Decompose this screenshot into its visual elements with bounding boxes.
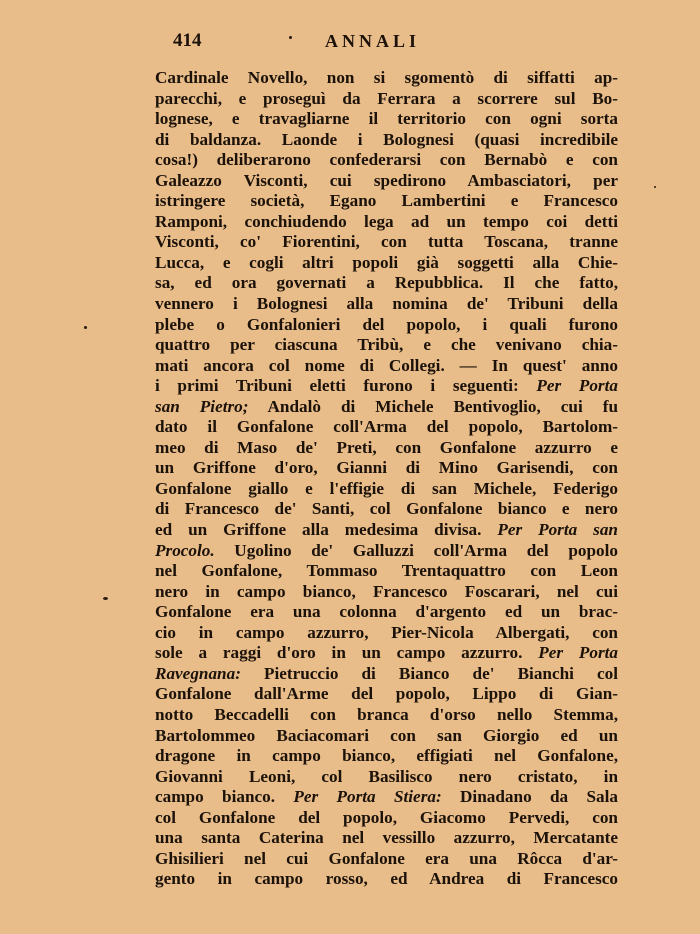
- line-text: plebe o Gonfalonieri del popolo, i quali furono: [155, 314, 618, 334]
- line-text: Pietruccio di Bianco de' Bianchi col: [240, 663, 618, 683]
- text-line: [155, 479, 618, 500]
- line-text: quattro per ciascuna Tribù, e che venivano chia-: [155, 335, 618, 355]
- text-line: [155, 623, 618, 644]
- line-text: cosa!) deliberarono confederarsi con Bernabò e con: [155, 150, 618, 170]
- line-text: Cardinale Novello, non si sgomentò di siffatti ap-: [155, 68, 618, 87]
- text-line: [155, 130, 618, 151]
- text-line: [155, 212, 618, 233]
- line-text: una santa Caterina nel vessillo azzurro, Mercatante: [155, 828, 618, 848]
- line-text: nel Gonfalone, Tommaso Trentaquattro con Leon: [155, 561, 618, 581]
- italic-text: san Pietro;: [155, 396, 249, 416]
- line-text: Ramponi, conchiudendo lega ad un tempo coi detti: [155, 211, 618, 231]
- text-line: [155, 253, 618, 274]
- text-line: [155, 273, 618, 294]
- text-line: [155, 356, 618, 377]
- italic-text: Per Porta: [538, 643, 618, 663]
- print-speck: [84, 326, 87, 329]
- line-text: Andalò di Michele Bentivoglio, cui fu: [248, 396, 618, 416]
- line-text: ed un Griffone alla medesima divisa.: [155, 520, 498, 540]
- line-text: mati ancora col nome di Collegi. — In quest' anno: [155, 355, 618, 375]
- text-line: [155, 849, 618, 870]
- text-line: [155, 726, 618, 747]
- text-line: [155, 438, 618, 459]
- text-line: [155, 417, 618, 438]
- text-line: [155, 643, 618, 664]
- line-text: cio in campo azzurro, Pier-Nicola Albergati, con: [155, 622, 618, 642]
- text-line: [155, 582, 618, 603]
- line-text: Gonfalone giallo e l'effigie di san Michele, Federigo: [155, 478, 618, 498]
- text-line: [155, 684, 618, 705]
- text-line: [155, 458, 618, 479]
- line-text: Ghisilieri nel cui Gonfalone era una Rôcca d'ar-: [155, 848, 618, 868]
- line-text: di Francesco de' Santi, col Gonfalone bianco e nero: [155, 499, 618, 519]
- italic-text: Per Porta Stiera:: [293, 787, 442, 807]
- text-line: [155, 869, 618, 890]
- line-text: Gonfalone dall'Arme del popolo, Lippo di Gian-: [155, 684, 618, 704]
- line-text: Lucca, e cogli altri popoli già soggetti alla Chie-: [155, 252, 618, 272]
- line-text: meo di Maso de' Preti, con Gonfalone azzurro e: [155, 437, 618, 457]
- print-speck: [289, 36, 292, 39]
- line-text: parecchi, e proseguì da Ferrara a scorrere sul Bo-: [155, 88, 618, 108]
- text-line: [155, 602, 618, 623]
- line-text: di baldanza. Laonde i Bolognesi (quasi incredibile: [155, 129, 618, 149]
- line-text: Dinadano da Sala: [441, 787, 618, 807]
- line-text: sole a raggi d'oro in un campo azzurro.: [155, 643, 539, 663]
- text-line: [155, 397, 618, 418]
- page-number: 414: [173, 30, 202, 51]
- line-text: notto Beccadelli con branca d'orso nello Stemma,: [155, 704, 618, 724]
- line-text: campo bianco.: [155, 787, 294, 807]
- text-line: [155, 232, 618, 253]
- text-line: [155, 746, 618, 767]
- text-line: [155, 191, 618, 212]
- text-line: [155, 787, 618, 808]
- text-line: [155, 150, 618, 171]
- text-line: [155, 335, 618, 356]
- text-line: [155, 541, 618, 562]
- italic-text: Procolo.: [155, 540, 215, 560]
- text-line: [155, 294, 618, 315]
- italic-text: Per Porta: [536, 376, 618, 396]
- running-title: ANNALI: [325, 31, 421, 51]
- text-line: [155, 828, 618, 849]
- line-text: sa, ed ora governati a Repubblica. Il che fatto,: [155, 273, 618, 293]
- line-text: Galeazzo Visconti, cui spedirono Ambasciatori, per: [155, 170, 618, 190]
- line-text: Giovanni Leoni, col Basilisco nero cristato, in: [155, 766, 618, 786]
- line-text: nero in campo bianco, Francesco Foscarari, nel cui: [155, 581, 618, 601]
- text-line: [155, 520, 618, 541]
- line-text: lognese, e travagliarne il territorio con ogni sorta: [155, 109, 618, 129]
- line-text: vennero i Bolognesi alla nomina de' Tribuni della: [155, 294, 618, 314]
- line-text: gento in campo rosso, ed Andrea di Francesco: [155, 869, 618, 889]
- line-text: Ugolino de' Galluzzi coll'Arma del popolo: [214, 540, 618, 560]
- text-line: [155, 808, 618, 829]
- text-line: [155, 767, 618, 788]
- text-line: [155, 499, 618, 520]
- line-text: dato il Gonfalone coll'Arma del popolo, Bartolom-: [155, 417, 618, 437]
- text-line: [155, 89, 618, 110]
- line-text: Bartolommeo Baciacomari con san Giorgio ed un: [155, 725, 618, 745]
- line-text: col Gonfalone del popolo, Giacomo Pervedi, con: [155, 807, 618, 827]
- print-speck: [103, 597, 108, 600]
- text-line: [155, 109, 618, 130]
- text-line: [155, 561, 618, 582]
- text-line: [155, 171, 618, 192]
- text-line: [155, 664, 618, 685]
- body-text: [155, 68, 618, 890]
- line-text: dragone in campo bianco, effigiati nel Gonfalone,: [155, 746, 618, 766]
- line-text: Gonfalone era una colonna d'argento ed un brac-: [155, 602, 618, 622]
- text-line: [155, 315, 618, 336]
- line-text: i primi Tribuni eletti furono i seguenti:: [155, 376, 537, 396]
- print-speck: [654, 186, 656, 188]
- text-line: [155, 705, 618, 726]
- page-header: [155, 30, 620, 56]
- line-text: istringere società, Egano Lambertini e Francesco: [155, 191, 618, 211]
- text-line: [155, 68, 618, 89]
- line-text: un Griffone d'oro, Gianni di Mino Garisendi, con: [155, 458, 618, 478]
- italic-text: Per Porta san: [497, 520, 618, 540]
- italic-text: Ravegnana:: [155, 663, 241, 683]
- line-text: Visconti, co' Fiorentini, con tutta Toscana, tranne: [155, 232, 618, 252]
- text-line: [155, 376, 618, 397]
